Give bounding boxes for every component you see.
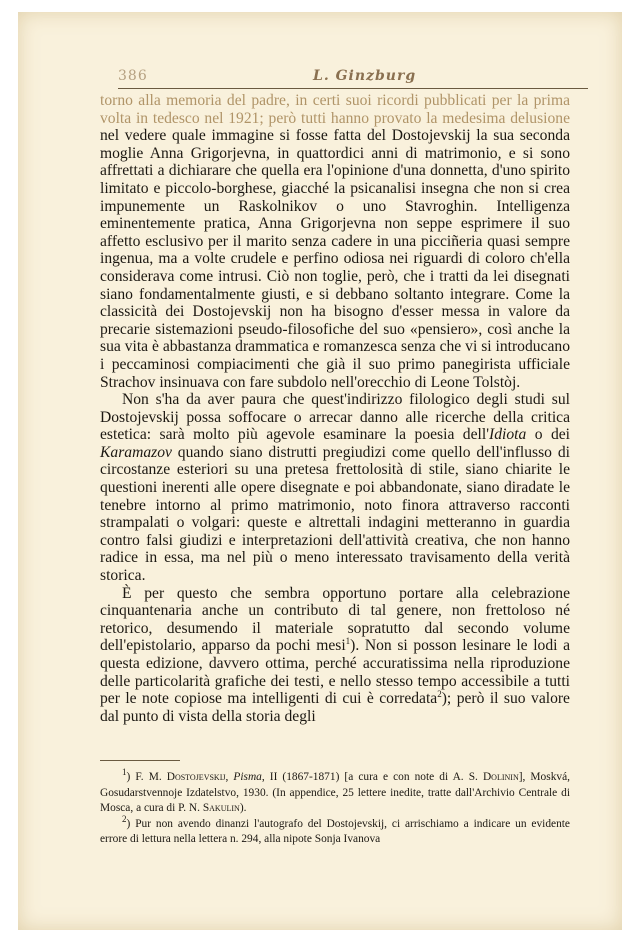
footnote-1-editor: Dolinin — [482, 771, 519, 783]
body-text — [100, 92, 570, 725]
footnote-ref-2[interactable]: 2 — [437, 689, 442, 699]
footnotes — [100, 767, 570, 848]
paragraph-1 — [100, 92, 570, 391]
footnote-divider — [100, 760, 180, 761]
paragraph-2 — [100, 391, 570, 585]
title-idiota: Idiota — [489, 426, 527, 444]
paragraph-2-text-b: o dei — [526, 426, 570, 444]
paragraph-3-text-c: ); però il suo valore dal punto di vista della storia degli — [100, 690, 570, 725]
running-head: L. Ginzburg — [313, 68, 417, 84]
footnote-1-title: Pisma — [233, 771, 262, 783]
paragraph-1-text: nel vedere quale immagine si fosse fatta del Dostojevskij la sua seconda moglie Anna Grigorjevna, in quattordici anni di matrimonio, e si sono affrettati a dichiarare che quella era l'opinione d'una donnetta, d'uno spirito limitato e piccolo-borghese, giacché la psicanalisi insegna che non si crea impunemente un Raskolnikov o uno Stavroghin. Intelligenza eminentemente pratica, Anna Grigorjevna non seppe esprimere il suo affetto esclusivo per il marito senza cadere in una picciñeria quasi sempre ingenua, ma a volte crudele e perfino odiosa nei riguardi di coloro ch'ella considerava come intrusi. Ciò non toglie, però, che i tratti da lei disegnati siano fondamentalmente giusti, e si debbano soltanto integrare. Come la classicità dei Dostojevskij non ha bisogno d'esser messa in valore da precarie sistemazioni pseudo-filosofiche del suo «pensiero», così anche la sua vita è abbastanza drammatica e romanzesca senza che vi si introducano i peccaminosi compiacimenti che già il suo primo panegirista ufficiale Strachov insinuava con fare subdolo nell'orecchio di Leone Tolstòj. — [100, 127, 570, 391]
footnote-ref-1[interactable]: 1 — [345, 636, 351, 647]
footnote-1-text-b: ], Moskvá, Gosudarstvennoje Izdatelstvo, 1930. (In appendice, 25 lettere inedite, tratte dall'Archivio Centrale di Mosca, a cura di P. N. — [100, 771, 570, 814]
paragraph-2-text-a: Non s'ha da aver paura che quest'indirizzo filologico degli studi sul Dostojevskij possa soffocare o arrecar danno alle ricerche della critica estetica: sarà molto più agevole esaminare la poesia dell' — [100, 391, 570, 444]
paragraph-3-text-a: È per questo che sembra opportuno portare alla celebrazione cinquantenaria anche un contributo di tal genere, non frettoloso né retorico, desumendo il materiale sopratutto dal secondo volume dell'epistolario, apparso da pochi mesi — [100, 584, 570, 655]
footnote-2: $^2$) Pur non avendo dinanzi l'autografo del Dostojevskij, ci arrischiamo a indicare un evidente errore di lettura nella lettera n. 294, alla nipote Sonja Ivanova — [100, 813, 570, 845]
footnote-1: $^1$) F. M. Dostojevskij, Pisma, II (1867-1871) [a cura e con note di A. S. Dolinin], Moskvá, Gosudarstvennoje Izdatelstvo, 1930. (In appendice, 25 lettere inedite, tratte dall'Archivio Centrale di Mosca, a cura di P. N. Sakulin). — [100, 767, 570, 814]
footnote-2-number: 2 — [122, 813, 127, 824]
title-karamazov: Karamazov — [100, 443, 172, 461]
footnote-1-text-a: , II (1867-1871) [a cura e con note di A. S. — [261, 771, 483, 783]
page-header — [118, 66, 588, 89]
paragraph-3-text-b: ). Non si posson lesinare le lodi a questa edizione, davvero ottima, perché accuratissima nella riproduzione delle particolarità grafiche dei testi, e nello stesso tempo accessibile a tutti per le note copiose ma intelligenti di cui è corredata — [100, 637, 570, 708]
footnote-1-curator: Sakulin — [202, 802, 240, 814]
footnote-2-text: Pur non avendo dinanzi l'autografo del Dostojevskij, ci arrischiamo a indicare un evidente errore di lettura nella lettera n. 294, alla nipote Sonja Ivanova — [100, 817, 570, 845]
footnote-1-number: 1 — [122, 767, 127, 778]
page-number: 386 — [118, 68, 148, 84]
faded-text: torno alla memoria del padre, in certi suoi ricordi pubblicati per la prima volta in tedesco nel 1921; però tutti hanno provato la medesima delusione — [100, 92, 570, 127]
footnote-1-text-c: ). — [239, 802, 247, 814]
paragraph-2-text-c: quando siano distrutti pregiudizi come quello dell'influsso di circostanze esteriori su una pretesa frettolosità di stile, siano chiarite le questioni inerenti alle opere disegnate e poi abbandonate, siano diradate le tenebre intorno al primo matrimonio, noto finora attraverso racconti strampalati o volgari: queste e altrettali indagini metteranno in guardia contro falsi giudizi e interpretazioni dell'attività creativa, che non hanno radice in essa, ma nel più o meno interessato travisamento della verità storica. — [100, 443, 570, 585]
paragraph-3 — [100, 585, 570, 726]
footnote-1-author: F. M. Dostojevskij — [135, 771, 226, 783]
